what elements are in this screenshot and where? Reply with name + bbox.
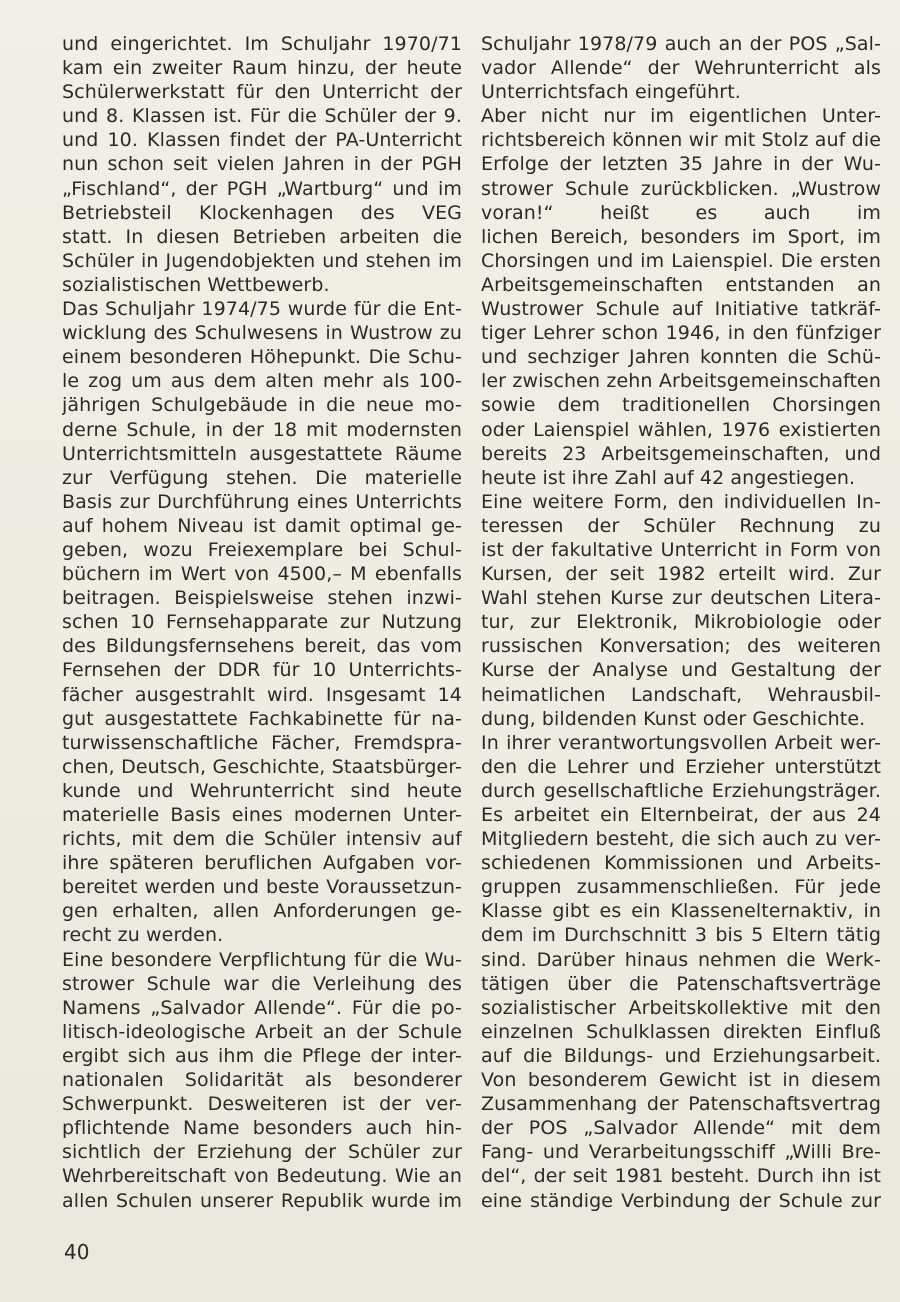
right-column-line: heimatlichen Landschaft, Wehrausbil- [481,683,881,706]
left-column-line: nationalen Solidarität als besonderer [62,1069,462,1092]
left-column-line: bereitet werden und beste Voraussetzun- [62,876,462,899]
right-column-line: ler zwischen zehn Arbeitsgemeinschaften [481,370,881,393]
left-column-line: des Bildungsfernsehens bereit, das vom [62,635,462,658]
left-column-line: gen erhalten, allen Anforderungen ge- [62,900,462,923]
left-column-line: kam ein zweiter Raum hinzu, der heute [62,57,462,80]
right-column-line: schiedenen Kommissionen und Arbeits- [481,852,881,875]
right-column-line: teressen der Schüler Rechnung zu [481,514,881,537]
left-column-line: und 8. Klassen ist. Für die Schüler der 9. [62,105,462,128]
left-column-line: Schüler in Jugendobjekten und stehen im [62,249,462,272]
left-column-line: pflichtende Name besonders auch hin- [62,1117,462,1140]
left-column-line: ergibt sich aus ihm die Pflege der inter- [62,1044,462,1067]
right-column-line: voran!“ heißt es auch im [481,201,881,224]
left-column-line: le zog um aus dem alten mehr als 100- [62,370,462,393]
right-column-line: tiger Lehrer schon 1946, in den fünfziger [481,322,881,345]
right-column-line: dem im Durchschnitt 3 bis 5 Eltern tätig [481,924,881,947]
left-column-line: Schülerwerkstatt für den Unterricht der [62,81,462,104]
page-number: 40 [64,1240,90,1264]
left-column-line: und eingerichtet. Im Schuljahr 1970/71 [62,33,462,55]
left-column-line: materielle Basis eines modernen Unter- [62,804,462,826]
right-column-line: del“, der seit 1981 besteht. Durch ihn ist [481,1165,881,1188]
right-column-line: russischen Konversation; des weiteren [481,635,881,658]
left-column-line: recht zu werden. [62,924,224,947]
right-column-line: gruppen zusammenschließen. Für jede [481,876,881,899]
left-column-line: chen, Deutsch, Geschichte, Staatsbürger- [62,755,462,778]
right-column-line: Schuljahr 1978/79 auch an der POS „Sal- [481,33,881,55]
right-column-line: Arbeitsgemeinschaften entstanden an [481,273,881,296]
right-column-line: Fang- und Verarbeitungsschiff „Willi Bre- [481,1141,881,1164]
right-column-line: eine ständige Verbindung der Schule zur [481,1189,881,1212]
left-column-line: büchern im Wert von 4500,– M ebenfalls [62,563,462,586]
left-column-line: fächer ausgestrahlt wird. Insgesamt 14 [62,683,462,706]
right-column-line: strower Schule zurückblicken. „Wustrow [481,177,881,200]
right-column-line: In ihrer verantwortungsvollen Arbeit wer- [481,731,881,754]
left-column-line: schen 10 Fernsehapparate zur Nutzung [62,611,462,634]
left-column-line: Fernsehen der DDR für 10 Unterrichts- [62,659,462,682]
left-column-line: allen Schulen unserer Republik wurde im [62,1189,462,1212]
left-column-line: Schwerpunkt. Desweiteren ist der ver- [62,1093,462,1116]
right-column-line: sind. Darüber hinaus nehmen die Werk- [481,948,881,971]
left-text-column [62,32,462,1213]
left-column-line: statt. In diesen Betrieben arbeiten die [62,225,462,248]
right-column-line: heute ist ihre Zahl auf 42 angestiegen. [481,466,856,489]
right-column-line: und sechziger Jahren konnten die Schü- [481,346,881,369]
right-column-line: auf die Bildungs- und Erziehungsarbeit. [481,1044,881,1067]
right-column-line: Aber nicht nur im eigentlichen Unter- [481,105,881,128]
left-column-line: jährigen Schulgebäude in die neue mo- [62,394,462,417]
left-column-line: Das Schuljahr 1974/75 wurde für die Ent- [62,298,462,321]
left-column-line: Namens „Salvador Allende“. Für die po- [62,996,462,1019]
right-column-line: lichen Bereich, besonders im Sport, im [481,225,881,248]
left-column-line: richts, mit dem die Schüler intensiv auf [62,828,462,851]
left-column-line: derne Schule, in der 18 mit modernsten [62,418,462,441]
left-column-line: Unterrichtsmitteln ausgestattete Räume [62,442,462,465]
left-column-line: wicklung des Schulwesens in Wustrow zu [62,322,462,345]
right-column-line: der POS „Salvador Allende“ mit dem [481,1117,881,1140]
left-column-line: gut ausgestattete Fachkabinette für na- [62,707,462,730]
right-column-line: tur, zur Elektronik, Mikrobiologie oder [481,611,881,634]
right-column-line: durch gesellschaftliche Erziehungsträger. [481,779,881,802]
left-column-line: Wehrbereitschaft von Bedeutung. Wie an [62,1165,462,1188]
right-column-line: bereits 23 Arbeitsgemeinschaften, und [481,442,881,465]
right-column-line: vador Allende“ der Wehrunterricht als [481,57,881,80]
right-column-line: Kursen, der seit 1982 erteilt wird. Zur [481,563,881,586]
right-column-line: einzelnen Schulklassen direkten Einfluß [481,1020,881,1043]
left-column-line: zur Verfügung stehen. Die materielle [62,466,462,489]
left-column-line: geben, wozu Freiexemplare bei Schul- [62,538,462,561]
left-column-line: Basis zur Durchführung eines Unterrichts [62,490,462,513]
right-column-line: den die Lehrer und Erzieher unterstützt [481,755,881,778]
left-column-line: sichtlich der Erziehung der Schüler zur [62,1141,462,1164]
left-column-line: sozialistischen Wettbewerb. [62,273,330,296]
left-column-line: Betriebsteil Klockenhagen des VEG [62,201,462,224]
right-column-line: Zusammenhang der Patenschaftsvertrag [481,1093,881,1116]
right-column-line: sozialistischer Arbeitskollektive mit den [481,996,881,1019]
left-column-line: litisch-ideologische Arbeit an der Schule [62,1020,462,1043]
right-column-line: dung, bildenden Kunst oder Geschichte. [481,707,866,730]
left-column-line: auf hohem Niveau ist damit optimal ge- [62,514,462,537]
left-column-line: und 10. Klassen findet der PA-Unterricht [62,129,462,152]
right-text-column [481,32,881,1213]
left-column-line: beitragen. Beispielsweise stehen inzwi- [62,587,462,610]
right-column-line: Unterrichtsfach eingeführt. [481,81,741,104]
left-column-line: nun schon seit vielen Jahren in der PGH [62,153,462,176]
right-column-line: Erfolge der letzten 35 Jahre in der Wu- [481,153,881,176]
right-column-line: tätigen über die Patenschaftsverträge [481,972,881,995]
right-column-line: Wahl stehen Kurse zur deutschen Litera- [481,587,881,610]
left-column-line: Eine besondere Verpflichtung für die Wu- [62,948,462,971]
right-column-line: Chorsingen und im Laienspiel. Die ersten [481,249,881,272]
right-column-line: sowie dem traditionellen Chorsingen [481,394,881,417]
right-column-line: Wustrower Schule auf Initiative tatkräf- [481,298,881,321]
left-column-line: ihre späteren beruflichen Aufgaben vor- [62,852,462,875]
left-column-line: einem besonderen Höhepunkt. Die Schu- [62,346,462,369]
right-column-line: Eine weitere Form, den individuellen In- [481,490,881,513]
left-column-line: turwissenschaftliche Fächer, Fremdspra- [62,731,462,754]
right-column-line: ist der fakultative Unterricht in Form von [481,538,881,561]
right-column-line: Klasse gibt es ein Klassenelternaktiv, in [481,900,881,923]
right-column-line: Mitgliedern besteht, die sich auch zu ver- [481,828,881,851]
left-column-line: „Fischland“, der PGH „Wartburg“ und im [62,177,462,200]
right-column-line: Von besonderem Gewicht ist in diesem [481,1069,881,1092]
right-column-line: oder Laienspiel wählen, 1976 existierten [481,418,881,441]
right-column-line: richtsbereich können wir mit Stolz auf die [481,129,881,152]
right-column-line: Kurse der Analyse und Gestaltung der [481,659,881,682]
left-column-line: strower Schule war die Verleihung des [62,972,462,995]
left-column-line: kunde und Wehrunterricht sind heute [62,779,462,802]
right-column-line: Es arbeitet ein Elternbeirat, der aus 24 [481,804,881,826]
